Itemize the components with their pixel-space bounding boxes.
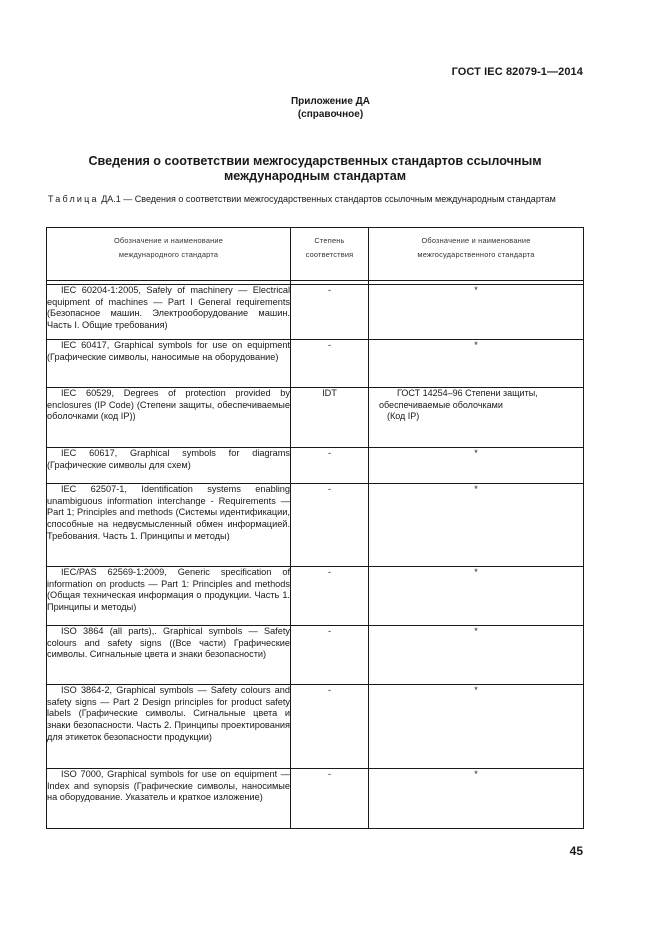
intl-standard-cell: IEC 62507-1, Identification systems enabling unambiguous information interchange - Requirements — Part 1; Principles and methods (Системы идентификации, способные на недвусмысленный обмен информацией. Требования. Часть 1. Принципы и методы) [47, 484, 291, 567]
degree-cell: - [291, 340, 369, 388]
main-title [60, 154, 570, 184]
annex-subtitle: (справочное) [297, 109, 364, 120]
table-row [47, 448, 584, 484]
degree-cell: - [291, 484, 369, 567]
intl-standard-cell: ISO 7000, Graphical symbols for use on equipment — Index and synopsis (Графические символы, наносимые на оборудование. Указатель и краткое изложение) [47, 769, 291, 829]
header-intl-line-1: Обозначение и наименование [113, 236, 224, 245]
national-standard-cell: * [369, 567, 584, 626]
table-row [47, 484, 584, 567]
header-degree-line-2: соответствия [305, 250, 354, 259]
header-national-line-1: Обозначение и наименование [421, 236, 531, 245]
degree-cell: IDT [291, 388, 369, 448]
intl-standard-cell: IEC 60204-1:2005, Safely of machinery — Electrical equipment of machines — Part I General requirements (Безопасное машин. Электрооборудование машин. Часть I. Общие требования) [47, 285, 291, 340]
national-standard-cell: * [369, 626, 584, 685]
national-standard-cell: * [369, 484, 584, 567]
main-title-line-1: Сведения о соответствии межгосударственных стандартов ссылочным [88, 154, 542, 168]
table-row [47, 340, 584, 388]
table-row [47, 567, 584, 626]
header-national-standard [369, 228, 584, 281]
national-standard-cell: * [369, 285, 584, 340]
intl-standard-cell: ISO 3864 (all parts),. Graphical symbols — Safety colours and safety signs ((Все части) Графические символы. Сигнальные цвета и знаки безопасности) [47, 626, 291, 685]
page-number: 45 [569, 844, 583, 858]
national-standard-cell: * [369, 685, 584, 769]
national-standard-text: ГОСТ 14254–96 Степени защиты, обеспечиваемые оболочками [379, 388, 538, 410]
table-row [47, 285, 584, 340]
national-standard-cell: * [369, 340, 584, 388]
document-code: ГОСТ IEC 82079-1—2014 [451, 66, 583, 78]
standards-table [46, 227, 584, 829]
intl-standard-cell: IEC 60417, Graphical symbols for use on equipment (Графические символы, наносимые на оборудование) [47, 340, 291, 388]
national-standard-cell [369, 388, 584, 448]
header-national-line-2: межгосударственного стандарта [417, 250, 535, 259]
table-caption [48, 194, 583, 206]
table-row [47, 685, 584, 769]
header-degree-line-1: Степень [314, 236, 345, 245]
table-header-row [47, 228, 584, 281]
degree-cell: - [291, 285, 369, 340]
degree-cell: - [291, 448, 369, 484]
annex-title: Приложение ДА [290, 96, 371, 107]
national-standard-extra: (Код IP) [387, 411, 420, 422]
national-standard-cell: * [369, 448, 584, 484]
degree-cell: - [291, 769, 369, 829]
header-intl-line-2: международного стандарта [118, 250, 219, 259]
intl-standard-cell: IEC/PAS 62569-1:2009, Generic specification of information on products — Part 1: Principles and methods (Общая техническая информация о продукции. Часть 1. Принципы и методы) [47, 567, 291, 626]
table-caption-label: Таблица [48, 194, 99, 204]
degree-cell: - [291, 685, 369, 769]
intl-standard-cell: ISO 3864-2, Graphical symbols — Safety colours and safety signs — Part 2 Design principles for product safety labels (Графические символы. Сигнальные цвета и знаки безопасности. Часть 2. Принципы проектирования для этикеток безопасности продукции) [47, 685, 291, 769]
table-row [47, 388, 584, 448]
table-caption-text: ДА.1 — Сведения о соответствии межгосударственных стандартов ссылочным международным стандартам [98, 194, 556, 204]
intl-standard-cell: IEC 60617, Graphical symbols for diagrams (Графические символы для схем) [47, 448, 291, 484]
header-degree [291, 228, 369, 281]
degree-cell: - [291, 567, 369, 626]
main-title-line-2: международным стандартам [223, 169, 407, 183]
degree-cell: - [291, 626, 369, 685]
annex-heading [0, 95, 661, 121]
table-row [47, 626, 584, 685]
table-row [47, 769, 584, 829]
intl-standard-cell: IEC 60529, Degrees of protection provided by enclosures (IP Code) (Степени защиты, обеспечиваемые оболочками (код IP)) [47, 388, 291, 448]
header-intl-standard [47, 228, 291, 281]
national-standard-cell: * [369, 769, 584, 829]
